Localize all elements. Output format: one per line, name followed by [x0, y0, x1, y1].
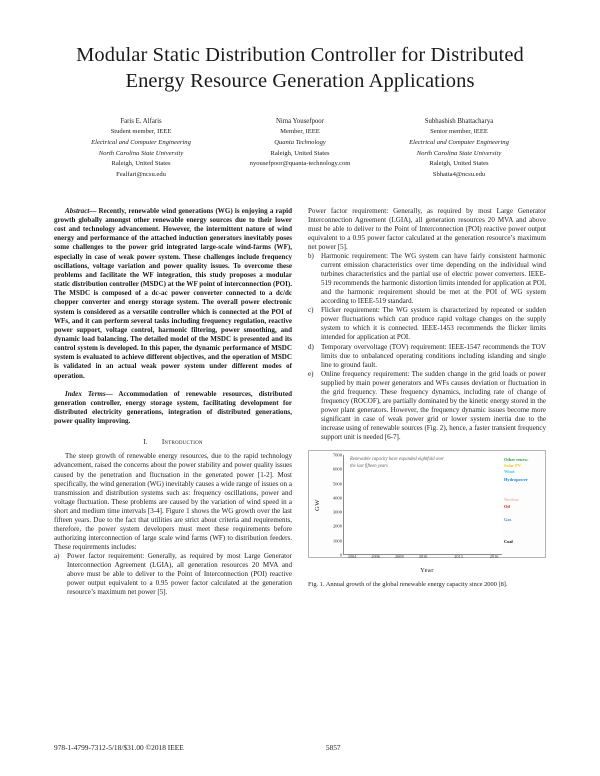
chart-y-tick: 3000 [332, 509, 342, 515]
figure-caption: Fig. 1. Annual growth of the global renewable energy capacity since 2000 [8]. [308, 581, 508, 589]
chart-x-tick: 2010 [418, 554, 428, 560]
chart-legend [502, 455, 542, 555]
list-text: Power factor requirement: Generally, as required by most Large Generator Interconnection Agreement (LGIA), all generation resources 20 MVA and above must be able to deliver to the Point of Interconnection (POI) reactive power output equivalent to a 0.95 power factor calculated at the generation resource’s maximum net power [5]. [67, 551, 292, 597]
list-text: Flicker requirement: The WG system is characterized by repeated or sudden power fluctuations which can produce rapid voltage changes on the supply system to which it is connected. IEEE-1453 recommends the flicker limits intended for application at POI. [321, 306, 546, 342]
abstract-text: Recently, renewable wind generations (WG) is enjoying a rapid growth globally amongst other renewable energy sources due to their lower cost and technology advancement. However, the intermittent nature of wind energy and performance of the attached induction generators inevitably poses some challenges to the power grid integrated large-scale wind-farms (WF), especially in case of weak power system. These challenges include frequency oscillations, voltage variation and power quality issues. To overcome these problems and facilitate the WF integration, this study proposes a modular static distribution controller (MSDC) at the WF point of interconnection (POI). The MSDC is composed of a dc-ac power converter connected to a dc/dc chopper converter and energy storage system. The overall power electronic system is considered as a versatile controller which is connected at the POI of WFs, and it can perform several tasks including frequency regulation, reactive power support, voltage control, harmonic filtering, power smoothing, and dynamic load balancing. The detailed model of the MSDC is presented and its control system is developed. In this paper, the dynamic performance of MSDC system is evaluated to achieve different objectives, and the operation of MSDC is validated in an actual weak power system under different modes of operation. [54, 206, 292, 380]
section-title: Introduction [161, 438, 203, 447]
chart-legend-item: Gas [504, 517, 512, 523]
author-name: Faris E. Alfaris [120, 118, 162, 126]
list-item [308, 343, 546, 370]
author-name: Nima Yousefpoor [276, 118, 324, 126]
chart-x-tick: 2016 [489, 554, 499, 560]
author-name: Subhashish Bhattacharya [424, 118, 494, 126]
author-email: nyousefpoor@quanta-technology.com [249, 160, 351, 168]
list-item [308, 370, 546, 442]
list-item [308, 252, 546, 306]
author-membership: Student member, IEEE [110, 128, 172, 136]
chart-legend-item: Other renew. [504, 457, 529, 463]
chart-x-tick: 2013 [454, 554, 463, 560]
chart-legend-item: Nuclear [504, 497, 519, 503]
abstract-dash: — [89, 206, 97, 215]
list-marker: e) [308, 369, 314, 378]
list-marker: d) [308, 342, 314, 351]
right-column [308, 207, 546, 597]
list-item [308, 306, 546, 342]
author-location: Raleigh, United States [429, 160, 489, 168]
author-department: Electrical and Computer Engineering [91, 139, 191, 147]
chart-x-tick: 2004 [347, 554, 357, 560]
chart-ylabel: GW [314, 499, 321, 512]
chart-legend-item: Hydropower [504, 477, 528, 483]
body-columns [54, 207, 546, 597]
footer-isbn: 978-1-4799-7312-5/18/$31.00 ©2018 IEEE [54, 743, 184, 752]
author-email: Fealfari@ncsu.edu [116, 171, 166, 179]
chart-bars [346, 455, 500, 554]
chart-y-tick: 2000 [332, 523, 342, 529]
author-organization: North Carolina State University [416, 149, 502, 157]
index-terms-paragraph [54, 390, 292, 427]
author-organization: Raleigh, United States [270, 149, 330, 157]
list-text: Power factor requirement: Generally, as required by most Large Generator Interconnection Agreement (LGIA), all generation resources 20 MVA and above must be able to deliver to the Point of Interconnection (POI) reactive power output equivalent to a 0.95 power factor calculated at the generation resource’s maximum net power [5]. [308, 206, 546, 252]
chart-y-tick: 5000 [332, 481, 342, 487]
chart-plot-area [343, 455, 502, 560]
introduction-paragraph: The steep growth of renewable energy resources, due to the rapid technology advancement, raised the concerns about the power stability and power quality issues caused by the penetration and fluctuation in the generated power [1-2]. Most specifically, the wind generation (WG) inevitably causes a wide range of issues on a transmission and distribution systems such as: frequency oscillations, power and voltage fluctuation. These problems are caused by the variation of wind speed in a short and medium time intervals [3-4]. Figure 1 shows the WG growth over the last fifteen years. Due to the fact that utilities are strict about criteria and requirements, therefore, the power system developers must meet these requirements before authorizing interconnection of large scale wind farms (WF) to distribution feeders. These requirements includes: [54, 452, 292, 551]
list-marker: b) [308, 252, 314, 261]
requirements-list-continued [308, 207, 546, 442]
list-text: Harmonic requirement: The WG system can have fairly consistent harmonic current emission characteristics over time depending on the individual wind turbines characteristics and the partial use of electric power converters. IEEE-519 recommends the harmonic distortion limits intended for application at POI, and the harmonic requirement should be met at the POI of WG system according to IEEE-519 standard. [321, 252, 546, 306]
chart-y-tick: 6000 [332, 466, 342, 472]
chart-legend-item: Solar PV [504, 463, 521, 469]
author-email: Sbhatta4@ncsu.edu [432, 171, 486, 179]
list-marker: c) [308, 306, 314, 315]
list-item [54, 552, 292, 597]
list-marker: a) [54, 551, 60, 560]
chart-container [308, 450, 546, 558]
chart-y-tick: 4000 [332, 495, 342, 501]
chart-legend-item: Coal [504, 539, 513, 545]
author-location: Raleigh, United States [111, 160, 171, 168]
author-membership: Member, IEEE [280, 128, 320, 136]
chart-xlabel: Year [420, 567, 434, 575]
chart-annotation: Renewable capacity have expanded eightfold over the last fifteen years [350, 457, 445, 469]
author-entry [225, 116, 375, 180]
left-column [54, 207, 292, 597]
author-block [66, 116, 534, 180]
abstract-label: Abstract [65, 206, 90, 215]
chart-y-tick: 0 [339, 552, 342, 558]
chart-x-tick: 2008 [395, 554, 404, 560]
chart-y-tick: 1000 [332, 538, 342, 544]
chart-y-axis [323, 452, 343, 558]
chart-x-tick: 2006 [371, 554, 380, 560]
list-item [308, 207, 546, 252]
author-entry [384, 116, 534, 180]
author-organization: North Carolina State University [98, 149, 184, 157]
index-terms-text: Accommodation of renewable resources, distributed generation controller, energy storage system, facilitating development for distributed electricity generations, integration of distributed generations, power quality improving. [54, 389, 292, 426]
page-footer [54, 743, 546, 752]
chart-legend-item: Wind [504, 469, 515, 475]
chart-legend-item: Oil [504, 504, 510, 510]
author-department: Quanta Technology [274, 139, 326, 147]
page-title: Modular Static Distribution Controller for Distributed Energy Resource Generation Applications [76, 44, 524, 93]
author-membership: Senior member, IEEE [430, 128, 488, 136]
chart-x-axis [346, 554, 500, 562]
requirements-list [54, 552, 292, 597]
figure-1 [308, 450, 546, 589]
chart-y-tick: 7000 [332, 452, 342, 458]
author-entry [66, 116, 216, 180]
index-terms-dash: — [105, 389, 113, 398]
author-department: Electrical and Computer Engineering [409, 139, 509, 147]
list-text: Online frequency requirement: The sudden change in the grid loads or power supplied by main power generators and WFs causes deviation or fluctuation in the grid frequency. These frequency dynamics, including rate of change of frequency (ROCOF), are partially dominated by the kinetic energy stored in the power plant generators. However, the frequency dynamic issues become more significant in case of weak power grid or lower system inertia due to the increase using of renewable sources (Fig. 2), hence, a faster transient frequency support unit is needed [6-7]. [321, 369, 546, 441]
index-terms-label: Index Terms [65, 389, 106, 398]
section-heading [54, 438, 292, 446]
abstract-paragraph [54, 207, 292, 381]
list-text: Temporary overvoltage (TOV) requirement: IEEE-1547 recommends the TOV limits due to unbalanced operating conditions including islanding and single line to ground fault. [321, 342, 546, 369]
section-number: I. [143, 438, 148, 447]
footer-page-number: 5857 [325, 743, 341, 752]
